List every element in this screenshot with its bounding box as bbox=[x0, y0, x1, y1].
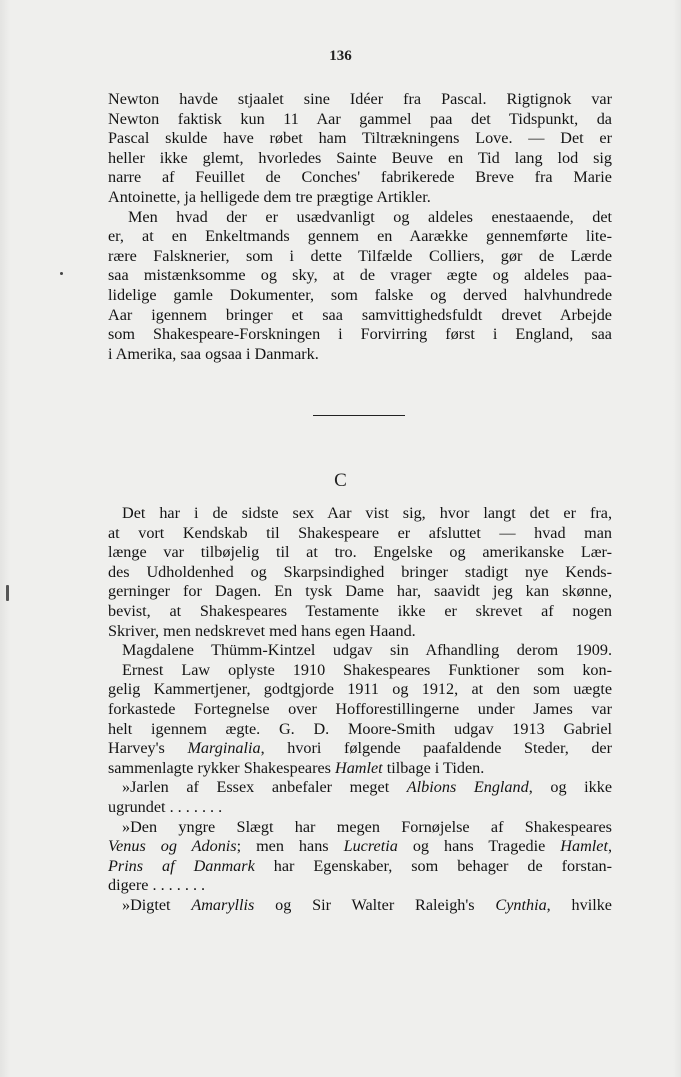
paragraph bbox=[108, 90, 612, 208]
text-line: sammenlagte rykker Shakespeares Hamlet tilbage i Tiden. bbox=[108, 758, 485, 777]
page-number: 136 bbox=[329, 48, 352, 64]
section-heading: C bbox=[334, 470, 347, 491]
text-line: Harvey's Marginalia, hvori følgende paafaldende Steder, der bbox=[108, 739, 612, 758]
text-line: Antoinette, ja helligede dem tre prægtige Artikler. bbox=[108, 187, 431, 206]
text-line: gelig Kammertjener, godtgjorde 1911 og 1912, at den som uægte bbox=[108, 680, 612, 699]
text-line: Ernest Law oplyste 1910 Shakespeares Funktioner som kon- bbox=[122, 660, 612, 679]
paragraph bbox=[108, 896, 612, 916]
text-line: forkastede Fortegnelse over Hofforestillingerne under James var bbox=[108, 699, 612, 718]
text-line: heller ikke glemt, hvorledes Sainte Beuve en Tid lang lod sig bbox=[108, 148, 612, 167]
paragraph bbox=[108, 778, 612, 817]
text-line: Skriver, men nedskrevet med hans egen Haand. bbox=[108, 621, 416, 640]
text-line: Men hvad der er usædvanligt og aldeles enestaaende, det bbox=[128, 207, 612, 226]
text-line: bevist, at Shakespeares Testamente ikke er skrevet af nogen bbox=[108, 601, 612, 620]
text-line: gerninger for Dagen. En tysk Dame har, saavidt jeg kan skønne, bbox=[108, 582, 612, 601]
text-line: digere . . . . . . . bbox=[108, 876, 206, 895]
text-line: »Den yngre Slægt har megen Fornøjelse af Shakespeares bbox=[122, 817, 612, 836]
paragraph bbox=[108, 818, 612, 896]
paragraph bbox=[108, 208, 612, 365]
paragraph bbox=[108, 504, 612, 641]
text-line: narre af Feuillet de Conches' fabrikerede Breve fra Marie bbox=[108, 168, 612, 187]
text-line: som Shakespeare-Forskningen i Forvirring først i England, saa bbox=[108, 325, 612, 344]
text-line: er, at en Enkeltmands gennem en Aarække gennemførte lite- bbox=[108, 227, 612, 246]
text-line: Prins af Danmark har Egenskaber, som behager de forstan- bbox=[108, 856, 612, 875]
paragraph bbox=[108, 661, 612, 779]
text-line: Newton faktisk kun 11 Aar gammel paa det Tidspunkt, da bbox=[108, 109, 612, 128]
text-line: lidelige gamle Dokumenter, som falske og derved halvhundrede bbox=[108, 285, 612, 304]
text-line: længe var tilbøjelig til at tro. Engelske og amerikanske Lær- bbox=[108, 543, 612, 562]
paragraph bbox=[108, 641, 612, 661]
text-line: helt igennem ægte. G. D. Moore-Smith udgav 1913 Gabriel bbox=[108, 719, 612, 738]
print-speck bbox=[60, 272, 63, 275]
text-line: des Udholdenhed og Skarpsindighed bringer stadigt nye Kends- bbox=[108, 562, 612, 581]
text-line: »Digtet Amaryllis og Sir Walter Raleigh's Cynthia, hvilke bbox=[122, 895, 612, 914]
text-line: Venus og Adonis; men hans Lucretia og hans Tragedie Hamlet, bbox=[108, 837, 612, 856]
text-line: saa mistænksomme og sky, at de vrager ægte og aldeles paa- bbox=[108, 266, 612, 285]
text-line: Newton havde stjaalet sine Idéer fra Pascal. Rigtignok var bbox=[108, 90, 612, 108]
text-line: Det har i de sidste sex Aar vist sig, hvor langt det er fra, bbox=[122, 504, 612, 522]
text-line: rære Falsknerier, som i dette Tilfælde Colliers, gør de Lærde bbox=[108, 246, 612, 265]
text-line: »Jarlen af Essex anbefaler meget Albions England, og ikke bbox=[122, 778, 613, 797]
print-speck bbox=[6, 585, 9, 601]
text-line: Pascal skulde have røbet ham Tiltrækningens Love. — Det er bbox=[108, 129, 612, 148]
text-block-bottom bbox=[108, 504, 612, 915]
text-line: i Amerika, saa ogsaa i Danmark. bbox=[108, 344, 319, 363]
text-line: Magdalene Thümm-Kintzel udgav sin Afhandling derom 1909. bbox=[122, 641, 612, 660]
text-line: at vort Kendskab til Shakespeare er afsluttet — hvad man bbox=[108, 523, 612, 542]
section-divider bbox=[313, 415, 405, 416]
text-block-top bbox=[108, 90, 612, 364]
text-line: ugrundet . . . . . . . bbox=[108, 797, 223, 816]
text-line: Aar igennem bringer et saa samvittighedsfuldt drevet Arbejde bbox=[108, 305, 612, 324]
